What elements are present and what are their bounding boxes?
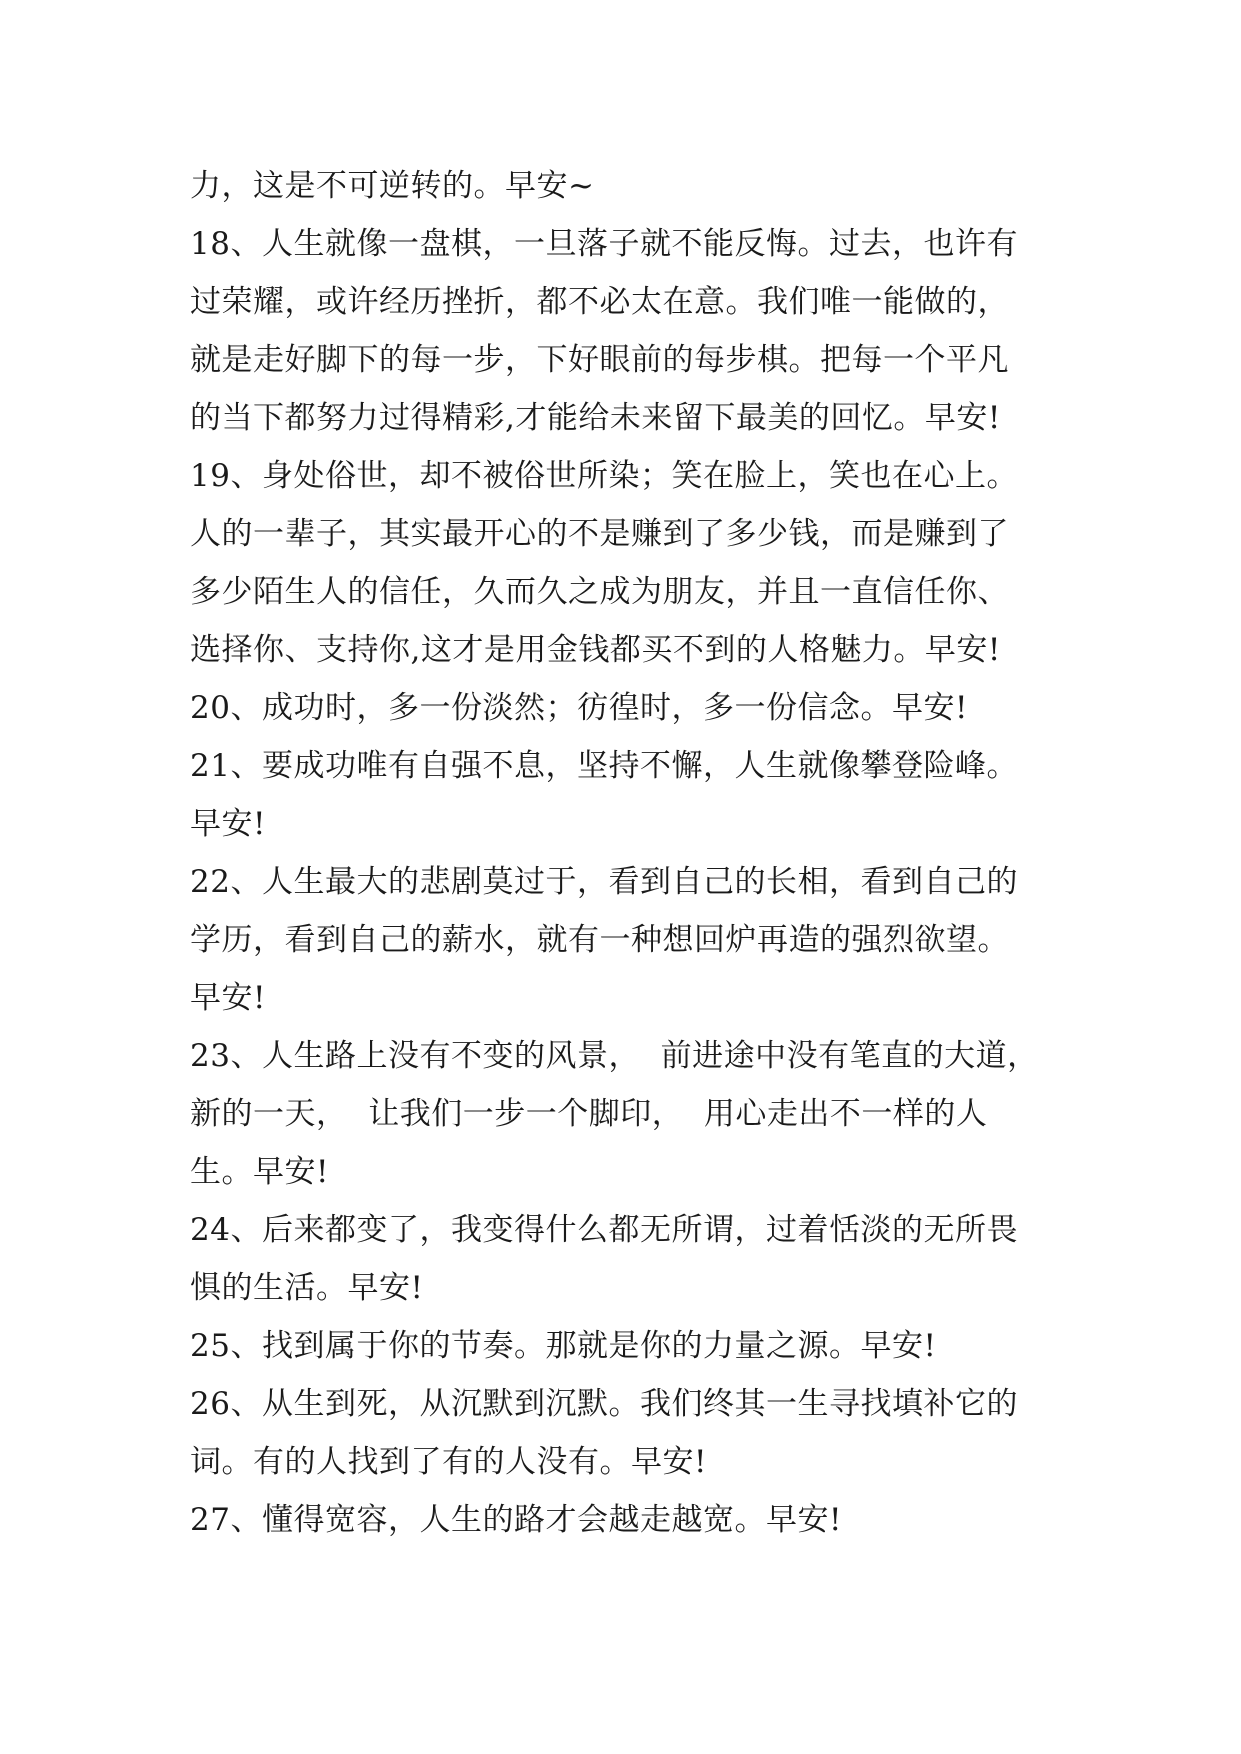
text-line: 的当下都努力过得精彩,才能给未来留下最美的回忆。早安! [190, 400, 1001, 436]
text-line: 25、找到属于你的节奏。那就是你的力量之源。早安! [190, 1328, 937, 1364]
text-line: 27、懂得宽容，人生的路才会越走越宽。早安! [190, 1502, 842, 1538]
text-line: 21、要成功唯有自强不息，坚持不懈，人生就像攀登险峰。 [190, 748, 1018, 784]
text-line: 22、人生最大的悲剧莫过于，看到自己的长相，看到自己的 [190, 864, 1018, 900]
text-line: 学历，看到自己的薪水，就有一种想回炉再造的强烈欲望。 [190, 922, 1009, 958]
text-line: 19、身处俗世，却不被俗世所染；笑在脸上，笑也在心上。 [190, 458, 1018, 494]
text-line: 23、人生路上没有不变的风景， 前进途中没有笔直的大道， [190, 1038, 1039, 1074]
document-body [190, 157, 1080, 1549]
text-line: 力，这是不可逆转的。早安~ [190, 168, 595, 204]
text-line: 生。早安! [190, 1154, 329, 1190]
text-line: 选择你、支持你,这才是用金钱都买不到的人格魅力。早安! [190, 632, 1001, 668]
text-line: 24、后来都变了，我变得什么都无所谓，过着恬淡的无所畏 [190, 1212, 1018, 1248]
text-line: 18、人生就像一盘棋，一旦落子就不能反悔。过去，也许有 [190, 226, 1018, 262]
text-line: 过荣耀，或许经历挫折，都不必太在意。我们唯一能做的， [190, 284, 1009, 320]
text-line: 新的一天， 让我们一步一个脚印， 用心走出不一样的人 [190, 1096, 988, 1132]
text-line: 就是走好脚下的每一步，下好眼前的每步棋。把每一个平凡 [190, 342, 1009, 378]
text-line: 20、成功时，多一份淡然；彷徨时，多一份信念。早安! [190, 690, 968, 726]
text-line: 人的一辈子，其实最开心的不是赚到了多少钱，而是赚到了 [190, 516, 1009, 552]
text-line: 26、从生到死，从沉默到沉默。我们终其一生寻找填补它的 [190, 1386, 1018, 1422]
text-line: 多少陌生人的信任，久而久之成为朋友，并且一直信任你、 [190, 574, 1009, 610]
text-line: 早安! [190, 980, 266, 1016]
text-line: 词。有的人找到了有的人没有。早安! [190, 1444, 707, 1480]
text-line: 早安! [190, 806, 266, 842]
text-line: 惧的生活。早安! [190, 1270, 424, 1306]
